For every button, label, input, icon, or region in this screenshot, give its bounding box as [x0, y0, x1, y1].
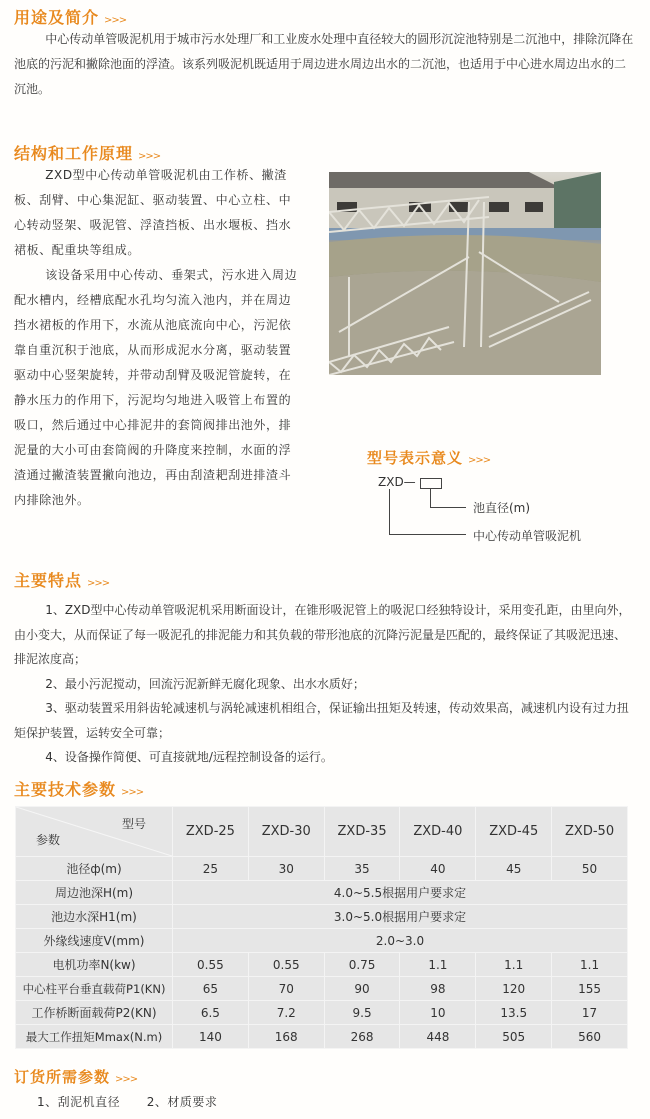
heading-text: 主要技术参数	[14, 780, 117, 799]
param-label: 中心柱平台垂直载荷P1(KN)	[16, 977, 173, 1001]
model-header: ZXD-30	[248, 807, 324, 857]
model-label-diameter: 池直径(m)	[473, 501, 531, 515]
chevrons-icon: >>>	[121, 787, 144, 798]
table-cell: 1.1	[552, 953, 628, 977]
param-label: 外缘线速度V(mm)	[16, 929, 173, 953]
table-cell: 505	[476, 1025, 552, 1049]
table-cell-merged: 3.0~5.0根据用户要求定	[173, 905, 628, 929]
section-heading-intro	[14, 5, 126, 28]
ordering-items	[37, 1090, 217, 1115]
table-cell: 40	[400, 857, 476, 881]
table-cell: 65	[173, 977, 249, 1001]
feature-item-2: 2、最小污泥搅动，回流污泥新鲜无腐化现象、出水水质好；	[45, 676, 365, 691]
feature-item-1: 1、ZXD型中心传动单管吸泥机采用断面设计，在锥形吸泥管上的吸泥口经独特设计，采用变孔距，由里向外，由小变大，从而保证了每一吸泥孔的排泥能力和其负载的带形池底的沉降污泥量是匹配的，最终保证了其吸泥迅速、排泥浓度高；	[14, 603, 631, 666]
heading-text: 主要特点	[14, 571, 83, 590]
heading-text: 订货所需参数	[14, 1068, 111, 1086]
model-header: ZXD-25	[173, 807, 249, 857]
table-cell: 0.55	[248, 953, 324, 977]
table-cell: 140	[173, 1025, 249, 1049]
table-cell: 9.5	[324, 1001, 400, 1025]
section-heading-structure	[14, 141, 160, 164]
heading-text: 结构和工作原理	[14, 144, 134, 163]
param-label: 电机功率N(kw)	[16, 953, 173, 977]
table-cell-merged: 2.0~3.0	[173, 929, 628, 953]
table-cell: 50	[552, 857, 628, 881]
section-heading-features	[14, 568, 109, 591]
corner-label-param: 参数	[36, 833, 61, 847]
table-header-row	[16, 807, 628, 857]
table-cell: 155	[552, 977, 628, 1001]
param-label: 池径ф(m)	[16, 857, 173, 881]
ordering-item-2: 2、材质要求	[146, 1095, 218, 1109]
structure-paragraph-2: 该设备采用中心传动、垂架式，污水进入周边配水槽内，经槽底配水孔均匀流入池内，并在周边挡水裙板的作用下，水流从池底流向中心，污泥依靠自重沉积于池底，从而形成泥水分离，驱动装置驱动中心竖架旋转，并带动刮臂及吸泥管旋转，在静水压力的作用下，污泥均匀地进入吸管上布置的吸口，然后通过中心排泥井的套筒阀排出池外，排泥量的大小可由套筒阀的升降度来控制，水面的浮渣通过撇渣装置撇向池边，再由刮渣耙刮进排渣斗内排除池外。	[14, 268, 298, 507]
equipment-photo	[329, 172, 601, 375]
diameter-connector-vertical	[430, 488, 431, 507]
table-cell: 70	[248, 977, 324, 1001]
ordering-item-1: 1、刮泥机直径	[37, 1095, 121, 1109]
structure-text	[14, 163, 299, 513]
equipment-photo-illustration	[329, 172, 601, 375]
table-cell: 1.1	[476, 953, 552, 977]
intro-text: 中心传动单管吸泥机用于城市污水处理厂和工业废水处理中直径较大的圆形沉淀池特别是二沉池中，排除沉降在池底的污泥和撇除池面的浮渣。该系列吸泥机既适用于周边进水周边出水的二沉池，也适用于中心进水周边出水的二沉池。	[14, 32, 634, 96]
chevrons-icon: >>>	[115, 1074, 138, 1085]
corner-label-model: 型号	[121, 817, 146, 831]
feature-item-4: 4、设备操作简便、可直接就地/远程控制设备的运行。	[45, 750, 333, 764]
chevrons-icon: >>>	[468, 455, 491, 466]
table-row	[16, 977, 628, 1001]
chevrons-icon: >>>	[87, 578, 110, 589]
table-cell: 98	[400, 977, 476, 1001]
table-cell: 6.5	[173, 1001, 249, 1025]
table-cell: 90	[324, 977, 400, 1001]
table-cell: 268	[324, 1025, 400, 1049]
table-corner-cell	[16, 807, 173, 857]
param-label: 池边水深H1(m)	[16, 905, 173, 929]
heading-text: 用途及简介	[14, 8, 100, 27]
chevrons-icon: >>>	[104, 15, 127, 26]
table-cell: 168	[248, 1025, 324, 1049]
model-header: ZXD-40	[400, 807, 476, 857]
section-heading-specs	[14, 777, 143, 800]
param-label: 工作桥断面载荷P2(KN)	[16, 1001, 173, 1025]
spec-table	[15, 806, 628, 1049]
table-cell: 1.1	[400, 953, 476, 977]
section-heading-ordering	[14, 1066, 137, 1087]
model-header: ZXD-35	[324, 807, 400, 857]
type-connector-vertical	[389, 489, 390, 534]
model-diameter-box	[420, 478, 442, 489]
model-label-type: 中心传动单管吸泥机	[473, 529, 582, 543]
features-list	[14, 598, 634, 770]
table-row	[16, 1001, 628, 1025]
table-cell: 0.55	[173, 953, 249, 977]
diameter-connector-horizontal	[430, 507, 466, 508]
table-cell: 35	[324, 857, 400, 881]
table-cell: 120	[476, 977, 552, 1001]
table-cell: 448	[400, 1025, 476, 1049]
heading-text: 型号表示意义	[367, 449, 464, 467]
type-connector-horizontal	[389, 534, 466, 535]
model-code-prefix: ZXD—	[378, 475, 416, 489]
model-header: ZXD-45	[476, 807, 552, 857]
table-cell: 560	[552, 1025, 628, 1049]
structure-paragraph-1: ZXD型中心传动单管吸泥机由工作桥、撇渣板、刮臂、中心集泥缸、驱动装置、中心立柱、中心转动竖架、吸泥管、浮渣挡板、出水堰板、挡水裙板、配重块等组成。	[14, 168, 292, 257]
model-header: ZXD-50	[552, 807, 628, 857]
table-cell: 13.5	[476, 1001, 552, 1025]
feature-item-3: 3、驱动装置采用斜齿轮减速机与涡轮减速机相组合，保证输出扭矩及转速，传动效果高，减速机内设有过力扭矩保护装置，运转安全可靠；	[14, 701, 629, 740]
param-label: 最大工作扭矩Mmax(N.m)	[16, 1025, 173, 1049]
table-cell: 30	[248, 857, 324, 881]
table-cell: 17	[552, 1001, 628, 1025]
param-label: 周边池深H(m)	[16, 881, 173, 905]
table-cell: 10	[400, 1001, 476, 1025]
chevrons-icon: >>>	[138, 151, 161, 162]
section-heading-model	[367, 447, 490, 468]
table-cell: 45	[476, 857, 552, 881]
table-row	[16, 953, 628, 977]
table-row	[16, 1025, 628, 1049]
table-cell: 25	[173, 857, 249, 881]
table-cell-merged: 4.0~5.5根据用户要求定	[173, 881, 628, 905]
table-cell: 7.2	[248, 1001, 324, 1025]
table-cell: 0.75	[324, 953, 400, 977]
table-row	[16, 929, 628, 953]
intro-paragraph	[14, 27, 634, 102]
table-row	[16, 905, 628, 929]
table-row	[16, 857, 628, 881]
table-row	[16, 881, 628, 905]
